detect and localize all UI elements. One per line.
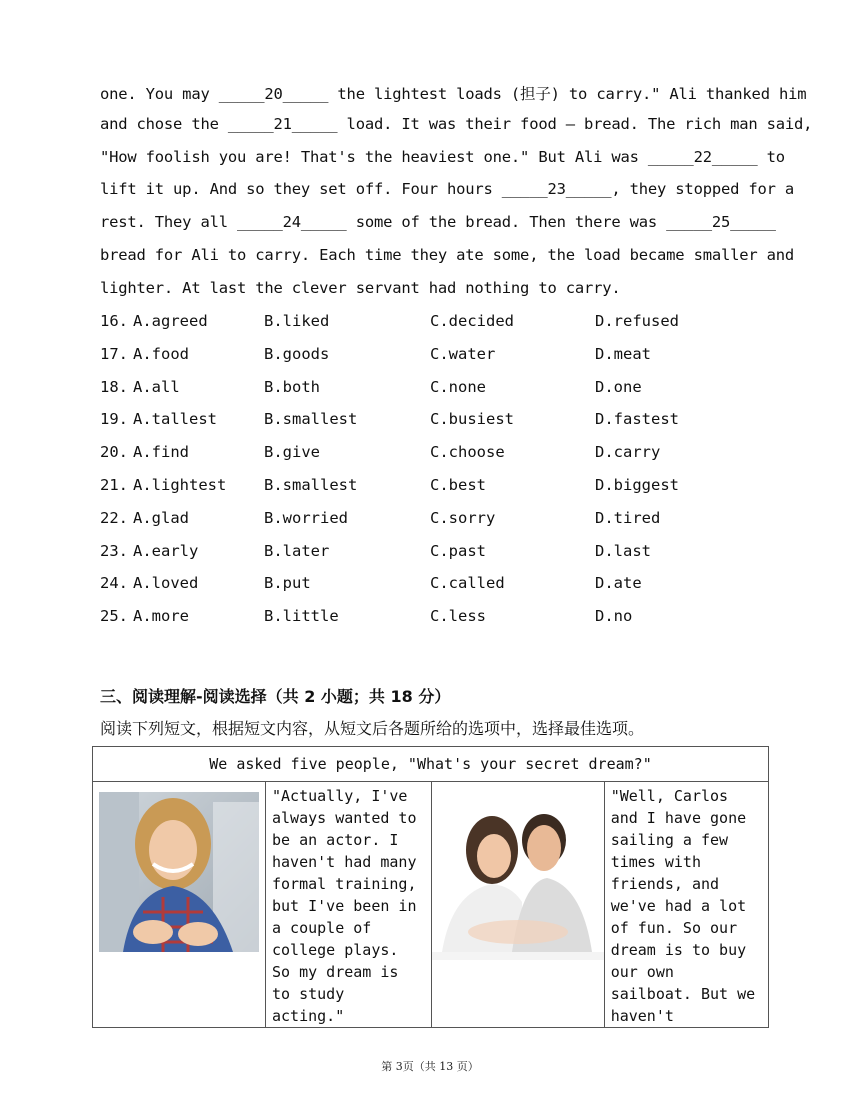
section-instruction: 阅读下列短文，根据短文内容，从短文后各题所给的选项中，选择最佳选项。: [100, 719, 645, 738]
section-title: 三、阅读理解-阅读选择（共 2 小题；共 18 分）: [100, 687, 451, 706]
option-d: D.fastest: [595, 410, 679, 429]
option-a: A.tallest: [133, 410, 217, 429]
option-d: D.biggest: [595, 476, 679, 494]
option-c: C.best: [430, 476, 486, 494]
quote-text-1: "Actually, I've always wanted to be an actor. I haven't had many formal training, but I've been in a couple of college plays. So my dream is to study acting.": [266, 782, 432, 1028]
woman-photo: [93, 782, 265, 1012]
option-a: A.more: [133, 607, 189, 626]
question-number: 20.: [100, 443, 128, 462]
option-a: A.glad: [133, 508, 189, 527]
option-a: A.agreed: [133, 312, 208, 330]
page-footer: 第 3页（共 13 页）: [381, 1060, 479, 1073]
photo-couple-cell: [431, 782, 604, 1028]
table-header: We asked five people, "What's your secret dream?": [93, 747, 769, 782]
option-c: C.choose: [430, 443, 505, 462]
option-b: B.little: [264, 607, 339, 626]
option-b: B.give: [264, 443, 320, 462]
question-row: [100, 443, 800, 463]
option-d: D.one: [595, 377, 642, 396]
question-row: [100, 607, 800, 627]
question-number: 22.: [100, 508, 128, 527]
option-b: B.goods: [264, 344, 330, 363]
option-b: B.smallest: [264, 410, 358, 429]
question-number: 19.: [100, 410, 128, 429]
option-b: B.put: [264, 574, 311, 593]
question-row: [100, 378, 800, 398]
option-c: C.sorry: [430, 508, 496, 527]
couple-photo: [432, 782, 604, 1012]
passage-line: and chose the _____21_____ load. It was their food — bread. The rich man said,: [100, 114, 813, 133]
option-d: D.meat: [595, 344, 651, 363]
option-a: A.food: [133, 344, 189, 363]
option-c: C.water: [430, 344, 496, 363]
quote-text-2: "Well, Carlos and I have gone sailing a few times with friends, and we've had a lot of fun. So our dream is to buy our own sailboat. But we haven't: [604, 782, 768, 1028]
option-c: C.less: [430, 607, 486, 626]
option-b: B.smallest: [264, 476, 358, 494]
option-a: A.find: [133, 443, 189, 462]
reading-table: [92, 746, 769, 1028]
question-row: [100, 509, 800, 529]
option-d: D.no: [595, 607, 633, 626]
option-d: D.carry: [595, 443, 661, 462]
passage-line: one. You may _____20_____ the lightest loads (担子) to carry." Ali thanked him: [100, 85, 807, 103]
option-a: A.loved: [133, 574, 199, 593]
passage-line: bread for Ali to carry. Each time they ate some, the load became smaller and: [100, 246, 795, 264]
passage-line: rest. They all _____24_____ some of the bread. Then there was _____25_____: [100, 213, 776, 232]
option-c: C.busiest: [430, 410, 514, 429]
question-row: [100, 410, 800, 430]
question-number: 24.: [100, 574, 128, 593]
question-number: 23.: [100, 541, 128, 560]
question-row: [100, 312, 800, 332]
option-d: D.tired: [595, 508, 661, 527]
question-number: 21.: [100, 476, 128, 494]
question-row: [100, 345, 800, 365]
option-d: D.refused: [595, 312, 679, 330]
question-number: 17.: [100, 344, 128, 363]
question-number: 16.: [100, 312, 128, 330]
question-row: [100, 574, 800, 594]
option-c: C.past: [430, 541, 486, 560]
photo-woman-cell: [93, 782, 266, 1028]
option-a: A.lightest: [133, 476, 227, 494]
option-b: B.worried: [264, 508, 348, 527]
option-d: D.last: [595, 541, 651, 560]
question-number: 25.: [100, 607, 128, 626]
question-row: [100, 542, 800, 562]
option-d: D.ate: [595, 574, 642, 593]
passage-line: "How foolish you are! That's the heaviest one." But Ali was _____22_____ to: [100, 147, 785, 166]
option-c: C.none: [430, 377, 486, 396]
question-number: 18.: [100, 377, 128, 396]
option-a: A.all: [133, 377, 180, 396]
option-b: B.liked: [264, 312, 330, 330]
option-b: B.later: [264, 541, 330, 560]
passage-line: lighter. At last the clever servant had nothing to carry.: [100, 278, 621, 297]
option-a: A.early: [133, 541, 199, 560]
question-row: [100, 476, 800, 496]
passage-line: lift it up. And so they set off. Four hours _____23_____, they stopped for a: [100, 180, 795, 199]
option-c: C.decided: [430, 312, 514, 330]
option-c: C.called: [430, 574, 505, 593]
option-b: B.both: [264, 377, 320, 396]
